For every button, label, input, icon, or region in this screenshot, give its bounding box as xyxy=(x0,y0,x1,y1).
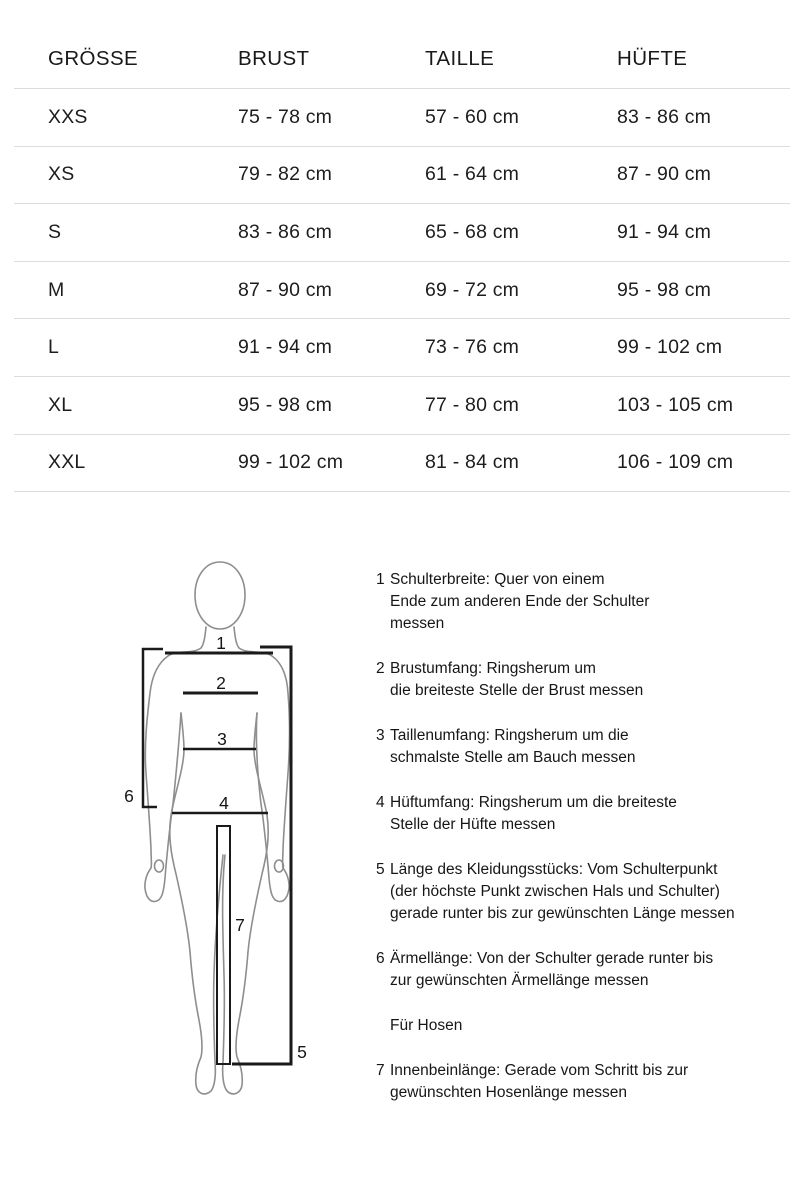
instruction-text: Hüftumfang: Ringsherum um die breiteste Stelle der Hüfte messen xyxy=(390,794,677,833)
instruction-text: Ärmellänge: Von der Schulter gerade runter bis zur gewünschten Ärmellänge messen xyxy=(390,950,714,989)
head-outline xyxy=(195,562,245,629)
instruction-number: 1 xyxy=(376,571,385,588)
size-cell: S xyxy=(48,220,62,243)
instruction-item xyxy=(376,948,790,992)
body-diagram-svg xyxy=(110,548,325,1108)
column-header: GRÖSSE xyxy=(48,47,139,70)
instruction-text: Länge des Kleidungsstücks: Vom Schulterpunkt (der höchste Punkt zwischen Hals und Schulter) gerade runter bis zur gewünschten Länge messen xyxy=(390,861,735,922)
table-row xyxy=(14,377,790,435)
instruction-text: Für Hosen xyxy=(390,1017,463,1034)
marker-label-7: 7 xyxy=(235,915,245,935)
measure-cell: 91 - 94 cm xyxy=(238,336,333,359)
measure-cell: 91 - 94 cm xyxy=(617,220,712,243)
measure-cell: 83 - 86 cm xyxy=(238,220,333,243)
instruction-item xyxy=(376,859,790,925)
measure-cell: 73 - 76 cm xyxy=(425,336,520,359)
size-cell: XXL xyxy=(48,451,86,474)
measure-cell: 69 - 72 cm xyxy=(425,278,520,301)
instruction-item xyxy=(376,725,790,769)
instruction-item xyxy=(376,569,790,635)
measure-cell: 75 - 78 cm xyxy=(238,105,333,128)
instruction-item xyxy=(376,658,790,702)
measure-cell: 61 - 64 cm xyxy=(425,163,520,186)
column-header: HÜFTE xyxy=(617,47,688,70)
table-row xyxy=(14,204,790,262)
measure-cell: 87 - 90 cm xyxy=(238,278,333,301)
measure-cell: 57 - 60 cm xyxy=(425,105,520,128)
size-table xyxy=(14,0,790,492)
measure-cell: 87 - 90 cm xyxy=(617,163,712,186)
measure-cell: 95 - 98 cm xyxy=(238,393,333,416)
instructions-list xyxy=(376,569,790,1127)
measure-cell: 81 - 84 cm xyxy=(425,451,520,474)
instruction-text: Schulterbreite: Quer von einem Ende zum anderen Ende der Schulter messen xyxy=(390,571,650,632)
instruction-number: 3 xyxy=(376,727,385,744)
measurement-figure xyxy=(110,548,325,1108)
instruction-number: 7 xyxy=(376,1062,385,1079)
column-header: BRUST xyxy=(238,47,310,70)
marker-label-4: 4 xyxy=(219,793,229,813)
instruction-number: 6 xyxy=(376,950,385,967)
instruction-text: Brustumfang: Ringsherum um die breiteste Stelle der Brust messen xyxy=(390,660,644,699)
size-cell: XS xyxy=(48,163,75,186)
instruction-number: 5 xyxy=(376,861,385,878)
marker-label-2: 2 xyxy=(216,673,226,693)
marker-label-6: 6 xyxy=(124,786,134,806)
marker-label-1: 1 xyxy=(216,633,226,653)
instruction-item xyxy=(376,1060,790,1104)
size-cell: XXS xyxy=(48,105,88,128)
table-row xyxy=(14,147,790,205)
column-header: TAILLE xyxy=(425,47,495,70)
marker-label-3: 3 xyxy=(217,729,227,749)
measure-cell: 77 - 80 cm xyxy=(425,393,520,416)
measure-cell: 95 - 98 cm xyxy=(617,278,712,301)
instruction-number: 4 xyxy=(376,794,385,811)
left-arm-outline xyxy=(145,627,206,902)
marker-label-5: 5 xyxy=(297,1042,307,1062)
table-row xyxy=(14,262,790,320)
instruction-text: Innenbeinlänge: Gerade vom Schritt bis zur gewünschten Hosenlänge messen xyxy=(390,1062,689,1101)
left-hand-thumb xyxy=(155,860,164,872)
measure-cell: 99 - 102 cm xyxy=(238,451,344,474)
measure-cell: 79 - 82 cm xyxy=(238,163,333,186)
measure-cell: 83 - 86 cm xyxy=(617,105,712,128)
size-cell: M xyxy=(48,278,65,301)
measure-cell: 103 - 105 cm xyxy=(617,393,734,416)
size-cell: XL xyxy=(48,393,73,416)
table-body xyxy=(14,89,790,492)
measure-cell: 65 - 68 cm xyxy=(425,220,520,243)
table-row xyxy=(14,89,790,147)
instruction-item xyxy=(376,792,790,836)
instruction-note xyxy=(376,1015,790,1037)
instruction-text: Taillenumfang: Ringsherum um die schmalste Stelle am Bauch messen xyxy=(390,727,636,766)
table-header-row xyxy=(14,0,790,89)
measure-cell: 99 - 102 cm xyxy=(617,336,723,359)
instruction-number xyxy=(376,1015,390,1037)
size-cell: L xyxy=(48,336,60,359)
instruction-number: 2 xyxy=(376,660,385,677)
table-row xyxy=(14,435,790,493)
measure-cell: 106 - 109 cm xyxy=(617,451,734,474)
left-torso-leg-outline xyxy=(170,713,223,1094)
table-row xyxy=(14,319,790,377)
